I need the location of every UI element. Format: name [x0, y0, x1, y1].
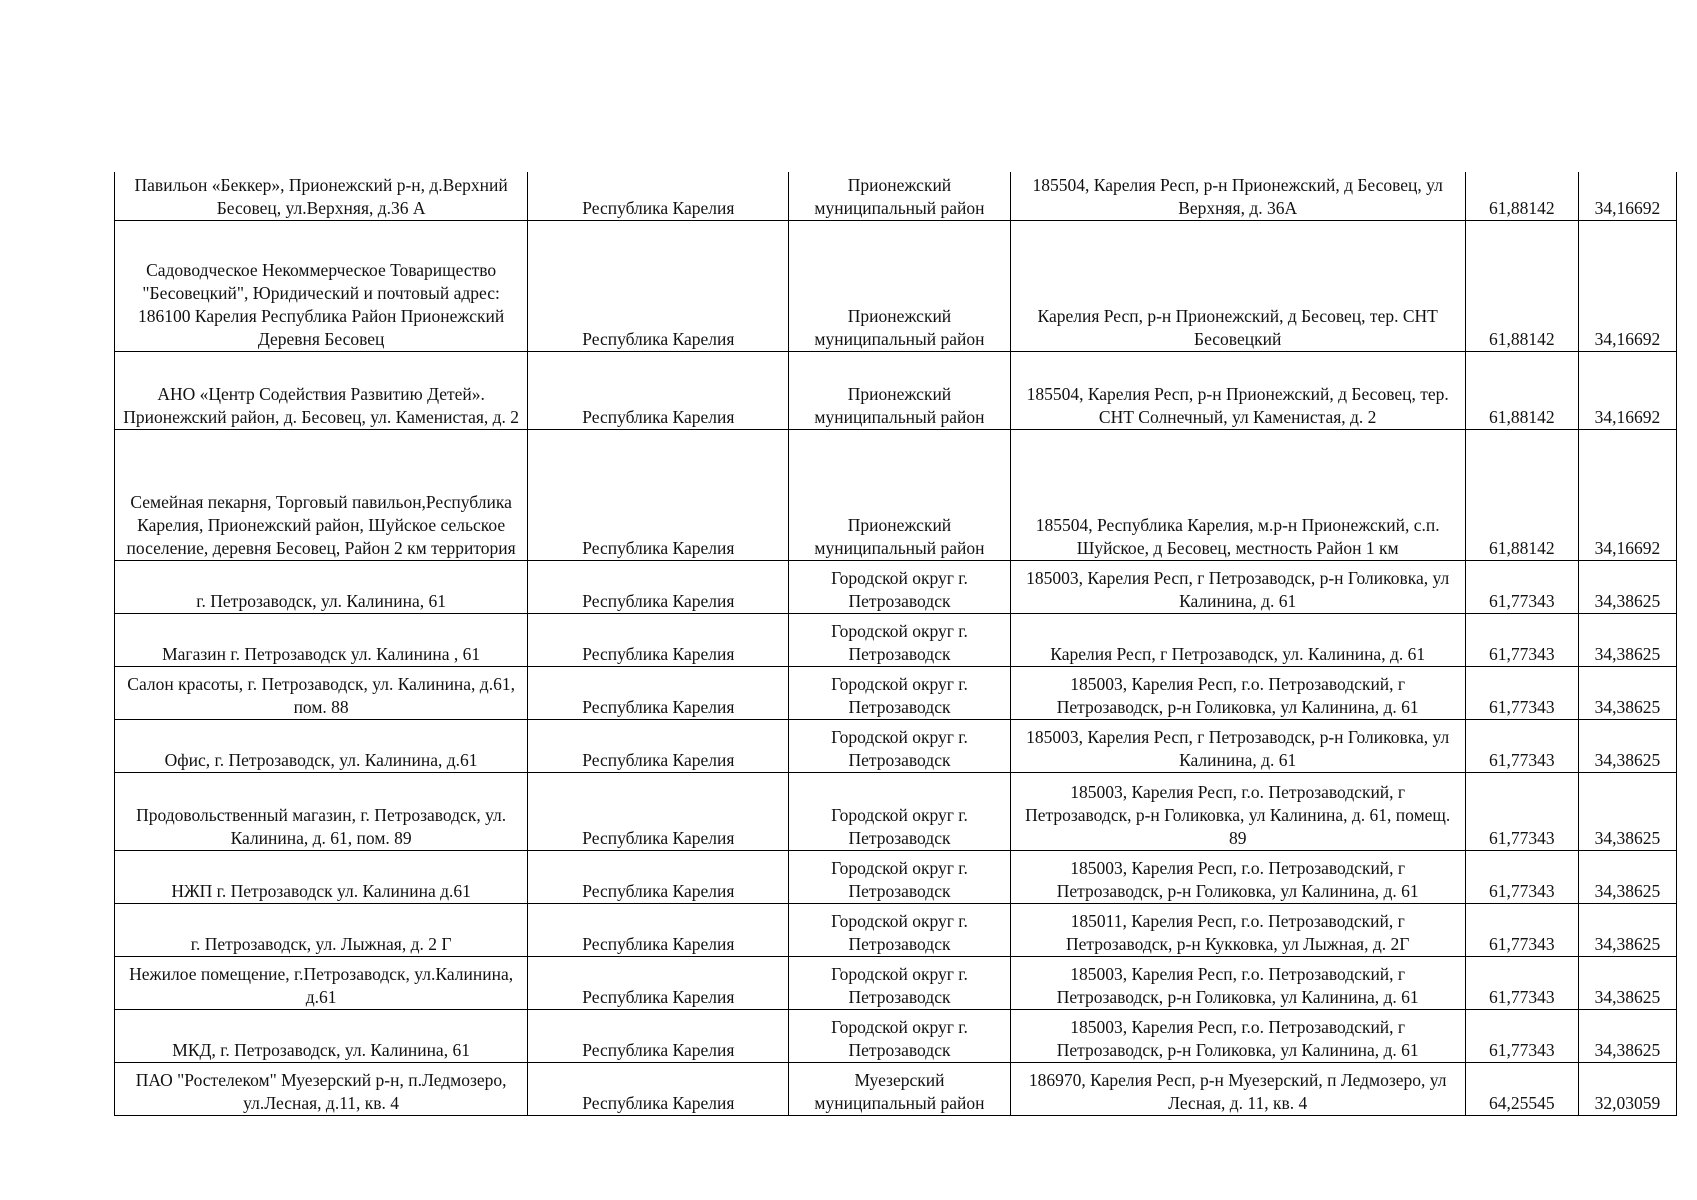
- address-cell: 185003, Карелия Респ, г.о. Петрозаводский, г Петрозаводск, р-н Голиковка, ул Калинина, д. 61: [1010, 1009, 1465, 1062]
- address-cell: 185003, Карелия Респ, г.о. Петрозаводский, г Петрозаводск, р-н Голиковка, ул Калинина, д. 61: [1010, 850, 1465, 903]
- address-cell: 185003, Карелия Респ, г.о. Петрозаводский, г Петрозаводск, р-н Голиковка, ул Калинина, д. 61: [1010, 956, 1465, 1009]
- address-cell: 185504, Карелия Респ, р-н Прионежский, д Бесовец, тер. СНТ Солнечный, ул Каменистая, д. 2: [1010, 351, 1465, 429]
- object-name-cell: НЖП г. Петрозаводск ул. Калинина д.61: [115, 850, 528, 903]
- table-row: [115, 220, 1677, 351]
- region-cell: Республика Карелия: [528, 220, 789, 351]
- district-cell: Городской округ г. Петрозаводск: [789, 666, 1010, 719]
- longitude-cell: 34,38625: [1578, 560, 1676, 613]
- longitude-cell: 34,16692: [1578, 351, 1676, 429]
- latitude-cell: 61,77343: [1465, 1009, 1578, 1062]
- latitude-cell: 61,77343: [1465, 560, 1578, 613]
- address-cell: Карелия Респ, г Петрозаводск, ул. Калинина, д. 61: [1010, 613, 1465, 666]
- district-cell: Городской округ г. Петрозаводск: [789, 613, 1010, 666]
- latitude-cell: 61,77343: [1465, 666, 1578, 719]
- region-cell: Республика Карелия: [528, 956, 789, 1009]
- table-row: [115, 666, 1677, 719]
- region-cell: Республика Карелия: [528, 613, 789, 666]
- longitude-cell: 32,03059: [1578, 1062, 1676, 1115]
- region-cell: Республика Карелия: [528, 719, 789, 772]
- address-cell: 185003, Карелия Респ, г Петрозаводск, р-н Голиковка, ул Калинина, д. 61: [1010, 560, 1465, 613]
- region-cell: Республика Карелия: [528, 172, 789, 220]
- district-cell: Городской округ г. Петрозаводск: [789, 850, 1010, 903]
- address-cell: 185003, Карелия Респ, г.о. Петрозаводский, г Петрозаводск, р-н Голиковка, ул Калинина, д. 61: [1010, 666, 1465, 719]
- latitude-cell: 61,77343: [1465, 903, 1578, 956]
- region-cell: Республика Карелия: [528, 429, 789, 560]
- address-cell: 185504, Карелия Респ, р-н Прионежский, д Бесовец, ул Верхняя, д. 36А: [1010, 172, 1465, 220]
- object-name-cell: Садоводческое Некоммерческое Товарищество "Бесовецкий", Юридический и почтовый адрес: 186100 Карелия Республика Район Прионежский Деревня Бесовец: [115, 220, 528, 351]
- region-cell: Республика Карелия: [528, 772, 789, 850]
- longitude-cell: 34,38625: [1578, 956, 1676, 1009]
- region-cell: Республика Карелия: [528, 903, 789, 956]
- latitude-cell: 61,77343: [1465, 850, 1578, 903]
- district-cell: Городской округ г. Петрозаводск: [789, 560, 1010, 613]
- table-row: [115, 1009, 1677, 1062]
- address-table: [114, 172, 1677, 1116]
- district-cell: Прионежский муниципальный район: [789, 429, 1010, 560]
- longitude-cell: 34,38625: [1578, 850, 1676, 903]
- latitude-cell: 64,25545: [1465, 1062, 1578, 1115]
- address-cell: 186970, Карелия Респ, р-н Муезерский, п Ледмозеро, ул Лесная, д. 11, кв. 4: [1010, 1062, 1465, 1115]
- latitude-cell: 61,77343: [1465, 719, 1578, 772]
- object-name-cell: Магазин г. Петрозаводск ул. Калинина , 61: [115, 613, 528, 666]
- address-cell: 185003, Карелия Респ, г.о. Петрозаводский, г Петрозаводск, р-н Голиковка, ул Калинина, д. 61, помещ. 89: [1010, 772, 1465, 850]
- object-name-cell: Салон красоты, г. Петрозаводск, ул. Калинина, д.61, пом. 88: [115, 666, 528, 719]
- latitude-cell: 61,88142: [1465, 429, 1578, 560]
- object-name-cell: г. Петрозаводск, ул. Лыжная, д. 2 Г: [115, 903, 528, 956]
- address-cell: Карелия Респ, р-н Прионежский, д Бесовец, тер. СНТ Бесовецкий: [1010, 220, 1465, 351]
- latitude-cell: 61,88142: [1465, 351, 1578, 429]
- latitude-cell: 61,77343: [1465, 956, 1578, 1009]
- district-cell: Городской округ г. Петрозаводск: [789, 719, 1010, 772]
- region-cell: Республика Карелия: [528, 1062, 789, 1115]
- object-name-cell: Семейная пекарня, Торговый павильон,Республика Карелия, Прионежский район, Шуйское сельское поселение, деревня Бесовец, Район 2 км территория: [115, 429, 528, 560]
- table-row: [115, 351, 1677, 429]
- district-cell: Городской округ г. Петрозаводск: [789, 903, 1010, 956]
- latitude-cell: 61,88142: [1465, 172, 1578, 220]
- district-cell: Прионежский муниципальный район: [789, 172, 1010, 220]
- table-row: [115, 772, 1677, 850]
- district-cell: Муезерский муниципальный район: [789, 1062, 1010, 1115]
- table-row: [115, 613, 1677, 666]
- object-name-cell: ПАО "Ростелеком" Муезерский р-н, п.Ледмозеро, ул.Лесная, д.11, кв. 4: [115, 1062, 528, 1115]
- region-cell: Республика Карелия: [528, 351, 789, 429]
- table-row: [115, 560, 1677, 613]
- table-row: [115, 850, 1677, 903]
- region-cell: Республика Карелия: [528, 666, 789, 719]
- region-cell: Республика Карелия: [528, 850, 789, 903]
- latitude-cell: 61,88142: [1465, 220, 1578, 351]
- table-row: [115, 429, 1677, 560]
- longitude-cell: 34,16692: [1578, 172, 1676, 220]
- district-cell: Прионежский муниципальный район: [789, 220, 1010, 351]
- table-row: [115, 956, 1677, 1009]
- table-row: [115, 172, 1677, 220]
- longitude-cell: 34,16692: [1578, 429, 1676, 560]
- object-name-cell: МКД, г. Петрозаводск, ул. Калинина, 61: [115, 1009, 528, 1062]
- latitude-cell: 61,77343: [1465, 613, 1578, 666]
- district-cell: Прионежский муниципальный район: [789, 351, 1010, 429]
- table-row: [115, 903, 1677, 956]
- object-name-cell: Офис, г. Петрозаводск, ул. Калинина, д.61: [115, 719, 528, 772]
- address-cell: 185011, Карелия Респ, г.о. Петрозаводский, г Петрозаводск, р-н Кукковка, ул Лыжная, д. 2Г: [1010, 903, 1465, 956]
- latitude-cell: 61,77343: [1465, 772, 1578, 850]
- object-name-cell: г. Петрозаводск, ул. Калинина, 61: [115, 560, 528, 613]
- table-row: [115, 719, 1677, 772]
- table-row: [115, 1062, 1677, 1115]
- object-name-cell: Нежилое помещение, г.Петрозаводск, ул.Калинина, д.61: [115, 956, 528, 1009]
- object-name-cell: Павильон «Беккер», Прионежский р-н, д.Верхний Бесовец, ул.Верхняя, д.36 А: [115, 172, 528, 220]
- longitude-cell: 34,38625: [1578, 719, 1676, 772]
- object-name-cell: Продовольственный магазин, г. Петрозаводск, ул. Калинина, д. 61, пом. 89: [115, 772, 528, 850]
- longitude-cell: 34,38625: [1578, 613, 1676, 666]
- longitude-cell: 34,38625: [1578, 1009, 1676, 1062]
- district-cell: Городской округ г. Петрозаводск: [789, 772, 1010, 850]
- address-cell: 185003, Карелия Респ, г Петрозаводск, р-н Голиковка, ул Калинина, д. 61: [1010, 719, 1465, 772]
- longitude-cell: 34,38625: [1578, 666, 1676, 719]
- longitude-cell: 34,38625: [1578, 903, 1676, 956]
- longitude-cell: 34,16692: [1578, 220, 1676, 351]
- district-cell: Городской округ г. Петрозаводск: [789, 956, 1010, 1009]
- longitude-cell: 34,38625: [1578, 772, 1676, 850]
- district-cell: Городской округ г. Петрозаводск: [789, 1009, 1010, 1062]
- address-cell: 185504, Республика Карелия, м.р-н Прионежский, с.п. Шуйское, д Бесовец, местность Район 1 км: [1010, 429, 1465, 560]
- region-cell: Республика Карелия: [528, 1009, 789, 1062]
- region-cell: Республика Карелия: [528, 560, 789, 613]
- object-name-cell: АНО «Центр Содействия Развитию Детей». Прионежский район, д. Бесовец, ул. Каменистая, д. 2: [115, 351, 528, 429]
